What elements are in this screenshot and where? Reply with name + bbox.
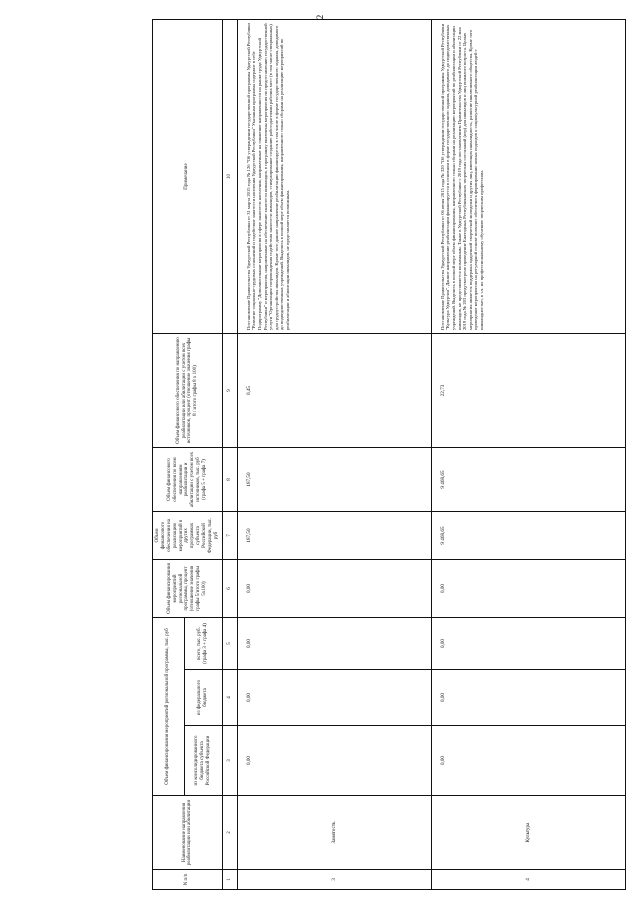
index-cell: 7 bbox=[222, 512, 237, 560]
header-num: N п/п bbox=[153, 870, 223, 890]
index-cell: 8 bbox=[222, 448, 237, 512]
index-cell: 3 bbox=[222, 726, 237, 796]
cell-note: Постановление Правительства Удмуртской Республики от 31 марта 2015 года № 126 "Об утверждении государственной программы Удмуртской Республики "Развитие социально-трудовых отношений и содействие занятости населения Удмуртской Республики" Указанная программа содержит в себе Подпрограмму "Дополнительные мероприятия в сфере занятости населения, направленные на снижение напряженности на рынке труда Удмуртской Республики" и мероприятия, направленные на обеспечение занятости инвалидов, в программу включены мероприятия по предоставлению государственной услуги "Организация сопровождения содействия занятости инвалидов, стимулирование созданию работодателями рабочих мест (в том числе специальных) для трудоустройства инвалидов. Кроме того данное направление реабилитации финансируется в том числе в форме государственного задания, доводимого до подведомственных учреждений. Выделить в полной мере объем финансирования, направленного только сборами на реализацию мероприятий по реабилитации и абилитации инвалидов, не представляется возможным. bbox=[237, 20, 431, 334]
table-row bbox=[431, 20, 625, 890]
row-num: 3 bbox=[237, 870, 431, 890]
cell-col8: 9 468,65 bbox=[431, 448, 625, 512]
index-cell: 1 bbox=[222, 870, 237, 890]
cell-col3: 0,00 bbox=[431, 726, 625, 796]
cell-col8: 187,50 bbox=[237, 448, 431, 512]
cell-col5: 0,00 bbox=[431, 618, 625, 670]
header-col5: всего, тыс. руб. (графа 3 + графа 4) bbox=[184, 618, 222, 670]
cell-col4: 0,00 bbox=[431, 670, 625, 726]
index-cell: 6 bbox=[222, 560, 237, 618]
cell-col3: 0,00 bbox=[237, 726, 431, 796]
page-number: 2 bbox=[315, 14, 325, 20]
header-col7: Объем финансового обеспечения на реализацию мероприятий в других программах субъекта Российской Федерации, тыс. руб bbox=[153, 512, 223, 560]
header-col8: Объем финансового обеспечения по всем направлениям реабилитации и абилитации с учетом всех источников, тыс. руб (графа 5 + графа 7) bbox=[153, 448, 223, 512]
index-cell: 2 bbox=[222, 796, 237, 870]
cell-note: Постановление Правительства Удмуртской Республики от 06 июня 2015 года № 320 "Об утверждении государственной программы Удмуртской Республики "Культура Удмуртии". Данное направление реабилитации финансируется в основном в форме государственного задания, доводимого до подведомственных учреждений. Выделить в полной мере объем финансирования, направленного только сборами на реализацию мероприятий по реабилитации и абилитации инвалидов, не представляется возможным. Также в Удмуртской Республике с 2019 года постановлением Правительства Удмуртской Республики от 22 мая 2019 года № 203 предусмотрено проведение Ежегодных Республиканских творческих состязаний (игр) для инвалидов и лиц пожилого возраста. Целью мероприятия является поддержка одаренной творческой молодежи и других лиц, имеющих инвалидность, развитие инклюзивного общества. Кроме того проведение мероприятия на регулярной основе позволит обеспечить формирование новых подходов к социокультурной реабилитации людей с инвалидностью, в т.ч. их профессиональному обучению творческим профессиям. bbox=[431, 20, 625, 334]
cell-col6: 0,00 bbox=[431, 560, 625, 618]
header-direction: Наименование направления реабилитации или абилитации bbox=[153, 796, 223, 870]
header-col4: из федерального бюджета bbox=[184, 670, 222, 726]
header-col3: из консолидированного бюджета субъекта Российской Федерации bbox=[184, 726, 222, 796]
table-row bbox=[237, 20, 431, 890]
index-cell: 10 bbox=[222, 20, 237, 334]
cell-col5: 0,00 bbox=[237, 618, 431, 670]
header-col9: Объем финансового обеспечения по направлению реабилитации или абилитации с учетом всех источников, процент (отношение значения графы 8 / итого графы 8 х 100) bbox=[153, 334, 223, 448]
cell-col7: 187,50 bbox=[237, 512, 431, 560]
column-index-row bbox=[222, 20, 237, 890]
index-cell: 4 bbox=[222, 670, 237, 726]
cell-col6: 0,00 bbox=[237, 560, 431, 618]
cell-col4: 0,00 bbox=[237, 670, 431, 726]
row-direction-name: Культура bbox=[431, 796, 625, 870]
index-cell: 5 bbox=[222, 618, 237, 670]
cell-col7: 9 468,65 bbox=[431, 512, 625, 560]
row-direction-name: Занятость bbox=[237, 796, 431, 870]
rotated-table-container bbox=[152, 20, 622, 890]
index-cell: 9 bbox=[222, 334, 237, 448]
cell-col9: 22,73 bbox=[431, 334, 625, 448]
header-regional-program: Объем финансирования мероприятий региональной программы, тыс. руб bbox=[153, 618, 185, 796]
cell-col9: 0,45 bbox=[237, 334, 431, 448]
header-col6: Объем финансирования мероприятий региональной программы, процент (отношение значения графы 5/итого графы 5х100) bbox=[153, 560, 223, 618]
header-col10: Примечание bbox=[153, 20, 223, 334]
financing-table bbox=[152, 19, 626, 890]
row-num: 4 bbox=[431, 870, 625, 890]
